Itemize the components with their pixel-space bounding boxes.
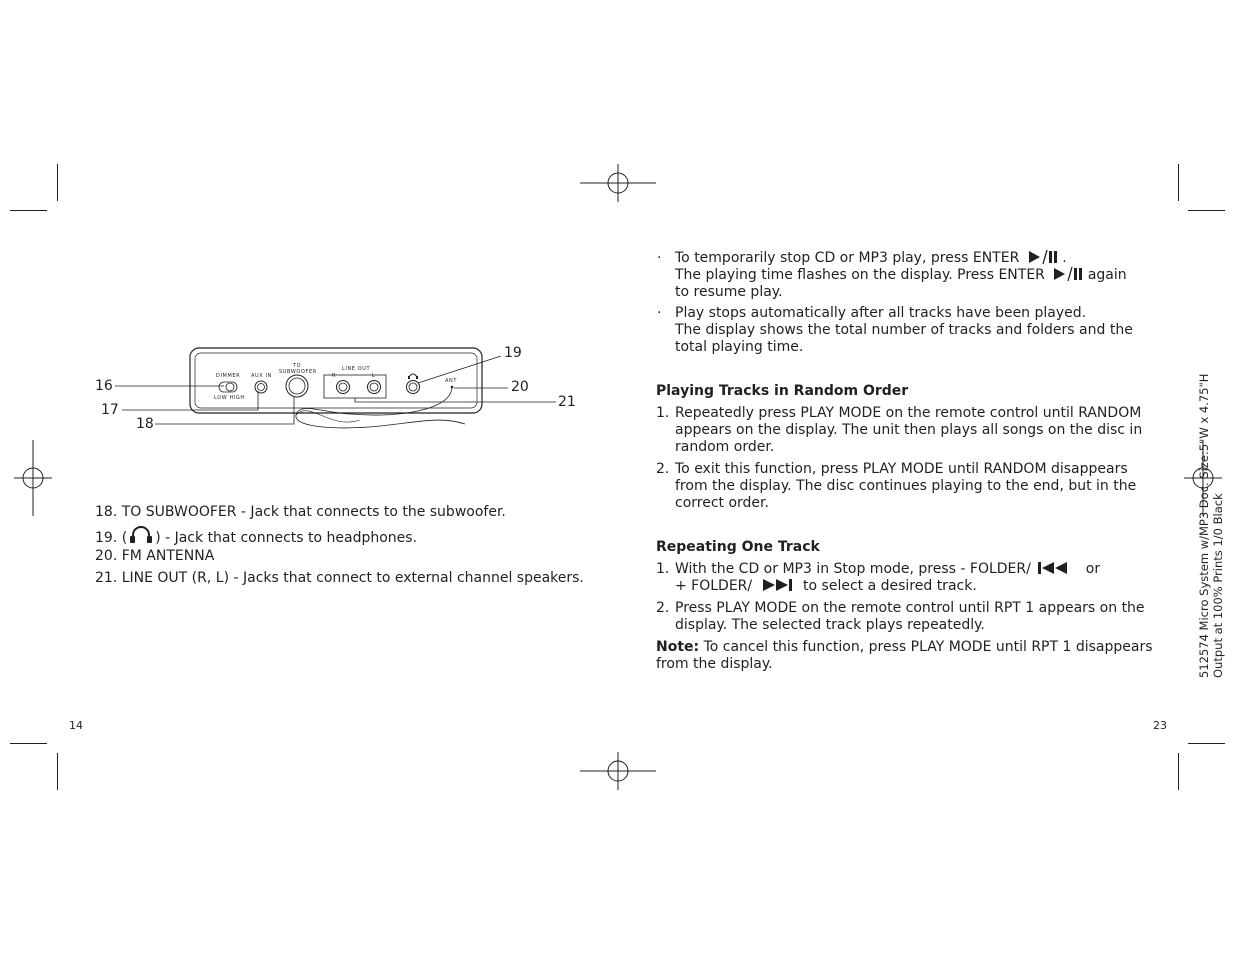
note-line-2: from the display. <box>656 656 773 672</box>
previous-track-icon <box>1037 561 1075 575</box>
bullet-1-text: To temporarily stop CD or MP3 play, press ENTER <box>675 250 1020 266</box>
page-number-left: 14 <box>69 719 83 732</box>
label-r: R <box>332 373 337 379</box>
callout-17: 17 <box>101 402 119 418</box>
label-ant: ANT <box>445 378 458 384</box>
item-19 <box>95 526 417 547</box>
page-number-right: 23 <box>1153 719 1167 732</box>
bullet-1-line-1 <box>675 250 1067 267</box>
random-step-1-line-1: Repeatedly press PLAY MODE on the remote control until RANDOM <box>675 405 1142 421</box>
random-heading: Playing Tracks in Random Order <box>656 383 909 399</box>
callout-19: 19 <box>504 345 522 361</box>
random-step-2-number: 2. <box>656 461 670 477</box>
repeat-step-1-line-2 <box>675 578 977 595</box>
play-pause-icon <box>1053 267 1083 281</box>
repeat-step-2-number: 2. <box>656 600 670 616</box>
repeat-step-1-number: 1. <box>656 561 670 577</box>
bullet-dot: · <box>657 305 662 321</box>
bullet-dot: · <box>657 250 662 266</box>
item-18: 18. TO SUBWOOFER - Jack that connects to the subwoofer. <box>95 504 506 520</box>
print-spec-line-2: Output at 100% Prints 1/0 Black <box>1211 493 1225 678</box>
callout-18: 18 <box>136 416 154 432</box>
callout-21: 21 <box>558 394 576 410</box>
note-label: Note: <box>656 639 700 655</box>
play-pause-icon <box>1028 250 1058 264</box>
note-text: To cancel this function, press PLAY MODE until RPT 1 disappears <box>699 639 1153 655</box>
label-dimmer: DIMMER <box>216 373 241 379</box>
label-aux-in: AUX IN <box>251 373 272 379</box>
bullet-1-line-3: to resume play. <box>675 284 783 300</box>
bullet-1-line-2 <box>675 267 1127 284</box>
random-step-2-line-1: To exit this function, press PLAY MODE until RANDOM disappears <box>675 461 1128 477</box>
print-spec-note <box>1197 374 1225 678</box>
random-step-1-line-3: random order. <box>675 439 775 455</box>
repeat-step-1-folder: + FOLDER/ <box>675 578 753 594</box>
callout-16: 16 <box>95 378 113 394</box>
random-step-2-line-2: from the display. The disc continues playing to the end, but in the <box>675 478 1137 494</box>
repeat-or: or <box>1085 561 1101 577</box>
bullet-2-line-1: Play stops automatically after all tracks have been played. <box>675 305 1087 321</box>
bullet-2-line-3: total playing time. <box>675 339 804 355</box>
label-low-high: LOW HIGH <box>214 395 245 401</box>
random-step-1-number: 1. <box>656 405 670 421</box>
item-19-prefix: 19. ( <box>95 530 128 546</box>
bullet-1-end: . <box>1062 250 1067 266</box>
callout-20: 20 <box>511 379 529 395</box>
item-19-suffix: ) - Jack that connects to headphones. <box>155 530 418 546</box>
bullet-1-text-2: The playing time flashes on the display. Press ENTER <box>675 267 1045 283</box>
next-track-icon <box>759 578 797 592</box>
item-21: 21. LINE OUT (R, L) - Jacks that connect to external channel speakers. <box>95 570 584 586</box>
headphone-icon <box>127 526 155 544</box>
registration-mark-icon <box>580 752 656 790</box>
repeat-step-2-line-1: Press PLAY MODE on the remote control until RPT 1 appears on the <box>675 600 1145 616</box>
random-step-2-line-3: correct order. <box>675 495 769 511</box>
repeat-step-1-end: to select a desired track. <box>803 578 977 594</box>
random-step-1-line-2: appears on the display. The unit then plays all songs on the disc in <box>675 422 1143 438</box>
repeat-step-1-text: With the CD or MP3 in Stop mode, press - FOLDER/ <box>675 561 1031 577</box>
label-l: L <box>372 373 376 379</box>
item-20: 20. FM ANTENNA <box>95 548 215 564</box>
repeat-step-1-line-1 <box>675 561 1100 578</box>
label-line-out: LINE OUT <box>342 366 371 372</box>
note-line-1 <box>656 639 1153 656</box>
bullet-2-line-2: The display shows the total number of tracks and folders and the <box>675 322 1133 338</box>
label-subwoofer: SUBWOOFER <box>279 369 317 375</box>
repeat-step-2-line-2: display. The selected track plays repeatedly. <box>675 617 985 633</box>
repeat-heading: Repeating One Track <box>656 539 820 555</box>
print-spec-line-1: 512574 Micro System w/MP3 Doc. Size:5"W x 4.75"H <box>1197 373 1211 678</box>
bullet-1-again: again <box>1087 267 1127 283</box>
registration-mark-icon <box>14 440 52 516</box>
label-to: TO <box>293 363 302 369</box>
